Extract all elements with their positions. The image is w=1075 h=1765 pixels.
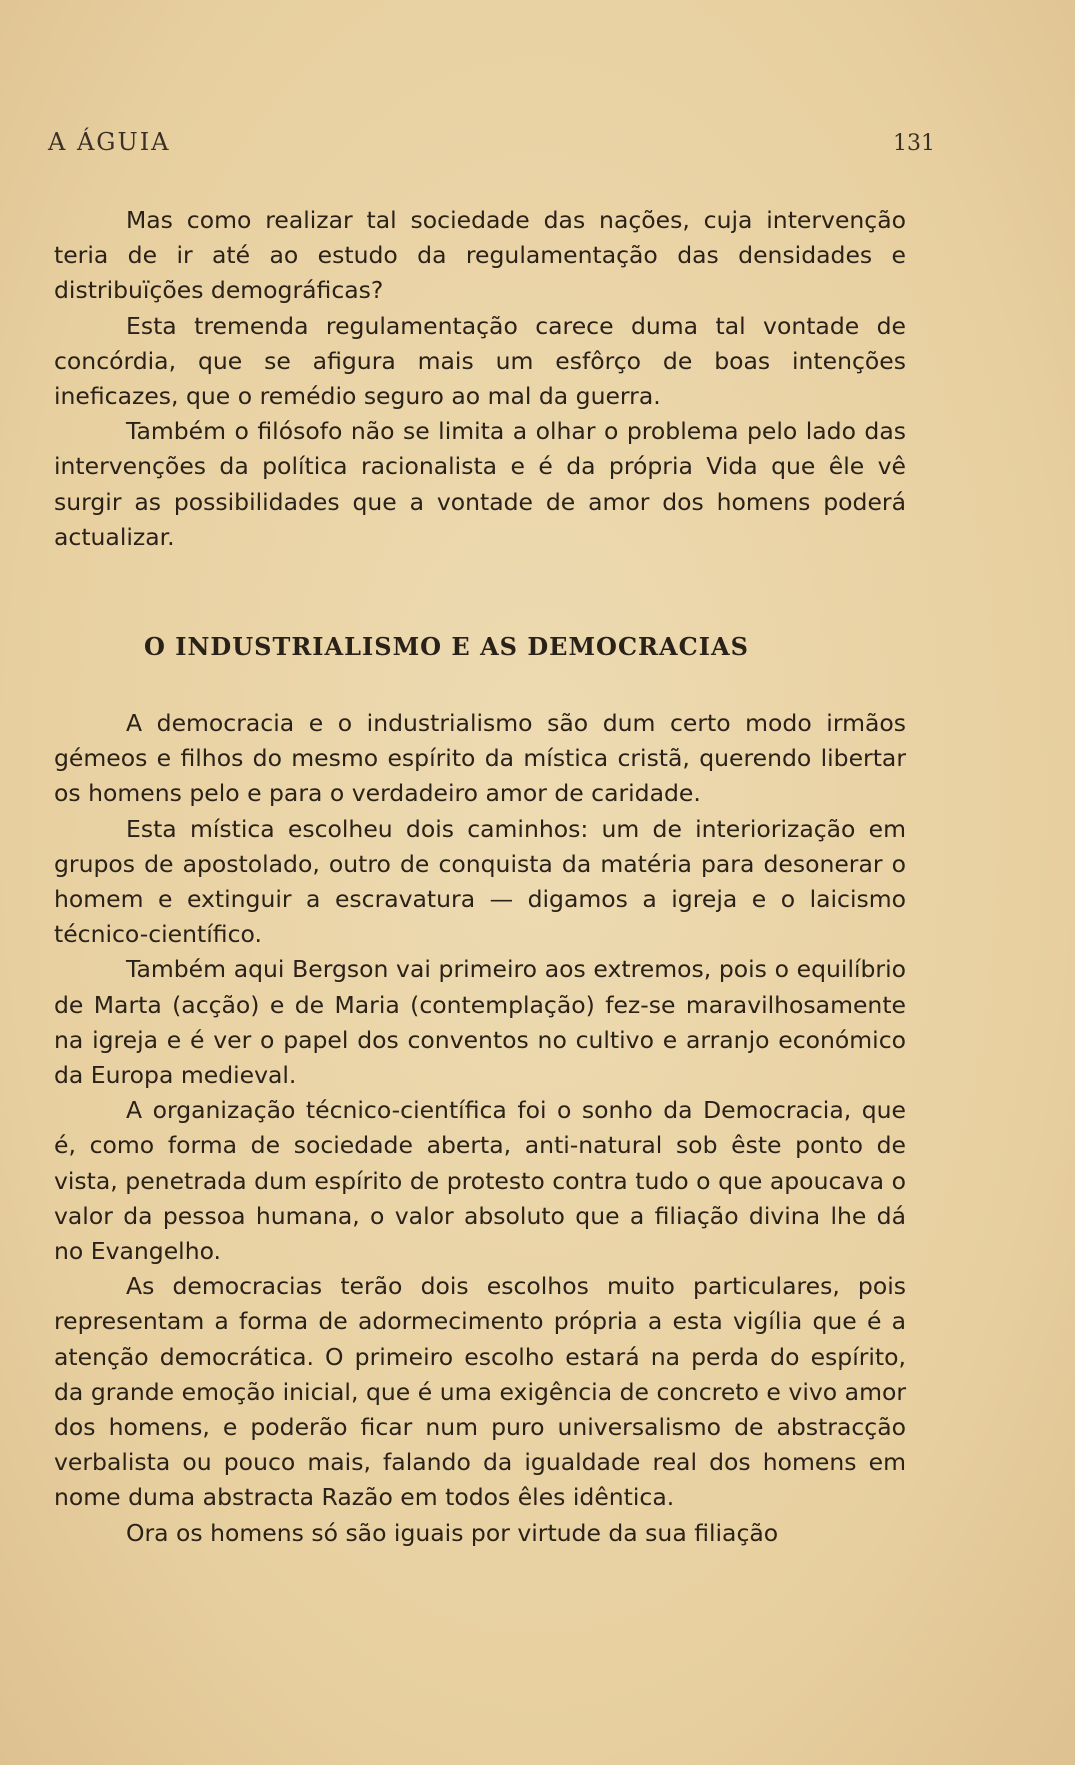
journal-title: A ÁGUIA [48,128,171,156]
page-number: 131 [893,131,935,156]
section-heading: O INDUSTRIALISMO E AS DEMOCRACIAS [144,632,749,661]
paragraph: Ora os homens só são iguais por virtude da sua filiação [126,1518,779,1547]
paragraph: Também o filósofo não se limita a olhar o problema pelo lado das intervenções da política racionalista e é da própria Vida que êle vê surgir as possibilidades que a vontade de amor dos homens poderá actualizar. [54,417,906,551]
paragraph: Também aqui Bergson vai primeiro aos extremos, pois o equilíbrio de Marta (acção) e de Maria (contemplação) fez-se maravilhosamente na igreja e é ver o papel dos conventos no cultivo e arranjo económico da Europa medieval. [54,955,906,1090]
paragraph: Mas como realizar tal sociedade das nações, cuja intervenção teria de ir até ao estudo da regulamentação das densidades e distribuïções demográficas? [54,206,906,305]
paragraph: Esta mística escolheu dois caminhos: um de interiorização em grupos de apostolado, outro de conquista da matéria para desonerar o homem e extinguir a escravatura — digamos a igreja e o laicismo técnico-científico. [54,814,906,949]
text-block-before [54,203,906,555]
paragraph: As democracias terão dois escolhos muito particulares, pois representam a forma de adormecimento própria a esta vigília que é a atenção democrática. O primeiro escolho estará na perda do espírito, da grande emoção inicial, que é uma exigência de concreto e vivo amor dos homens, e poderão ficar num puro universalismo de abstracção verbalista ou pouco mais, falando da igualdade real dos homens em nome duma abstracta Razão em todos êles idêntica. [54,1272,906,1512]
paragraph: Esta tremenda regulamentação carece duma tal vontade de concórdia, que se afigura mais um esfôrço de boas intenções ineficazes, que o remédio seguro ao mal da guerra. [54,311,906,411]
paragraph: A organização técnico-científica foi o sonho da Democracia, que é, como forma de sociedade aberta, anti-natural sob êste ponto de vista, penetrada dum espírito de protesto contra tudo o que apoucava o valor da pessoa humana, o valor absoluto que a filiação divina lhe dá no Evangelho. [54,1096,906,1266]
paragraph: A democracia e o industrialismo são dum certo modo irmãos gémeos e filhos do mesmo espírito da mística cristã, querendo libertar os homens pelo e para o verdadeiro amor de caridade. [54,709,906,808]
text-block-after [54,706,906,1551]
running-head [48,128,935,156]
